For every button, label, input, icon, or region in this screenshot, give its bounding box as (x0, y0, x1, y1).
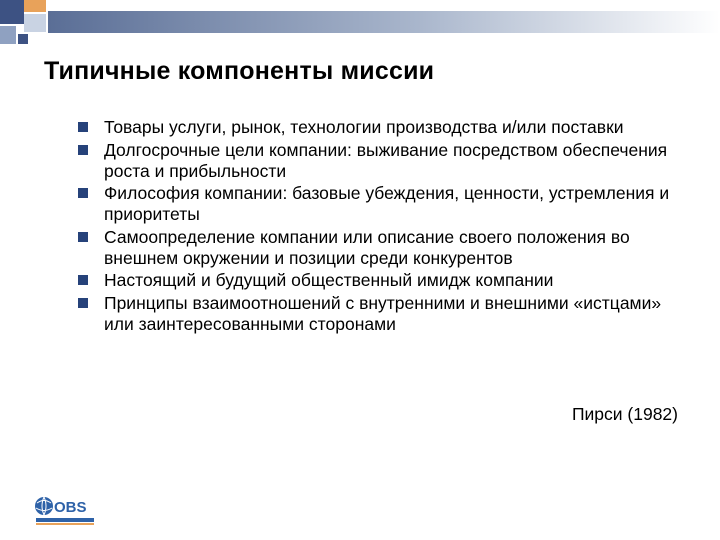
bullet-item (78, 140, 678, 182)
logo-globe-icon (35, 497, 53, 515)
bullet-list (78, 117, 678, 336)
obs-logo (34, 494, 96, 526)
square-bullet-icon (78, 275, 88, 285)
bullet-item (78, 270, 678, 291)
deco-square-small (18, 34, 28, 44)
square-bullet-icon (78, 298, 88, 308)
bullet-item (78, 183, 678, 225)
bullet-text: Принципы взаимоотношений с внутренними и внешними «истцами» или заинтересованными сторонами (104, 292, 662, 334)
bullet-text: Товары услуги, рынок, технологии производства и/или поставки (104, 117, 624, 137)
bullet-text: Настоящий и будущий общественный имидж компании (104, 270, 554, 290)
slide-title: Типичные компоненты миссии (44, 57, 435, 85)
bullet-text: Самоопределение компании или описание своего положения во внешнем окружении и позиции среди конкурентов (104, 226, 630, 268)
bullet-item (78, 227, 678, 269)
bullet-text: Долгосрочные цели компании: выживание посредством обеспечения роста и прибыльности (104, 139, 668, 181)
bullet-text: Философия компании: базовые убеждения, ценности, устремления и приоритеты (104, 183, 670, 224)
logo-underline (36, 518, 94, 522)
square-bullet-icon (78, 188, 88, 198)
deco-square-light (24, 14, 46, 32)
bullet-item (78, 117, 678, 138)
deco-square-dark (0, 0, 24, 24)
header-decoration (0, 0, 720, 48)
square-bullet-icon (78, 122, 88, 132)
square-bullet-icon (78, 145, 88, 155)
bullet-item (78, 293, 678, 335)
header-gradient-band (48, 11, 720, 33)
logo-wordmark: OBS (54, 499, 87, 516)
citation: Пирси (1982) (571, 404, 678, 424)
square-bullet-icon (78, 232, 88, 242)
deco-square-orange (24, 0, 46, 12)
deco-square-mid (0, 26, 16, 44)
